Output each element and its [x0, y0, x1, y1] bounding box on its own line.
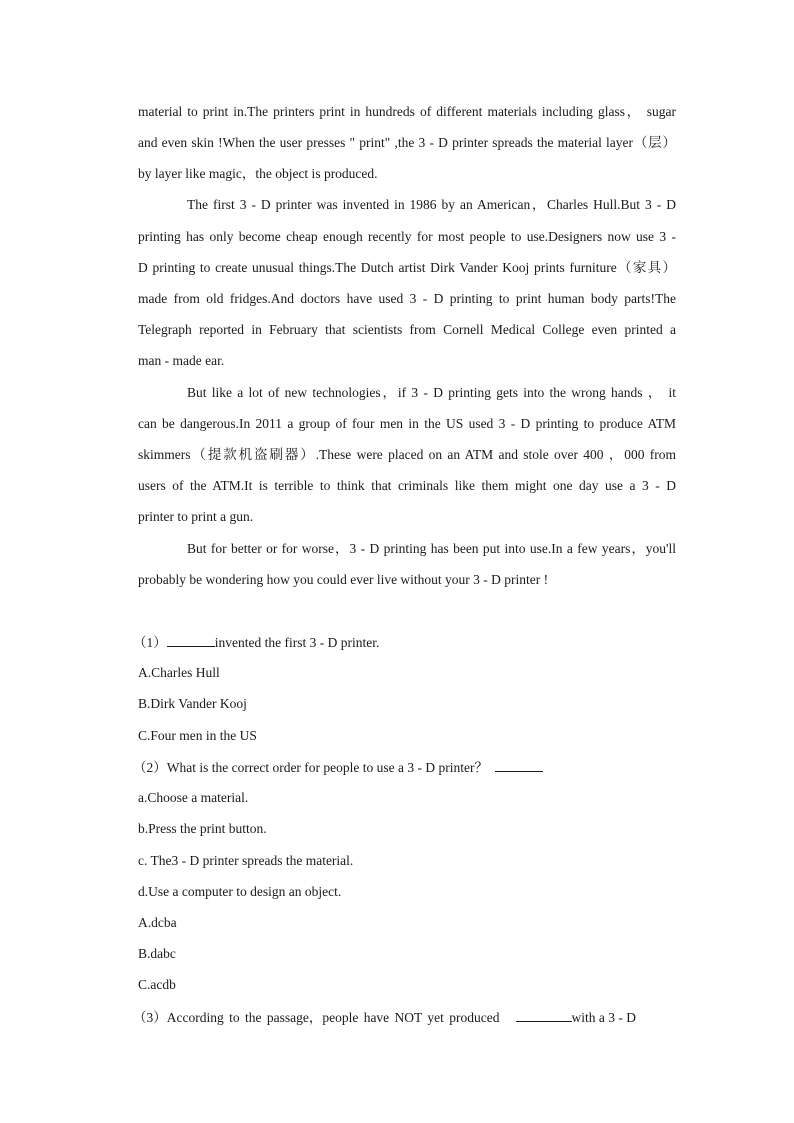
passage-line: The first 3 - D printer was invented in 1986 by an American，Charles Hull.But 3 - D [187, 197, 676, 212]
step-b: b.Press the print button. [138, 821, 267, 836]
option-a: A.Charles Hull [138, 665, 220, 680]
option-c: C.acdb [138, 977, 176, 992]
answer-blank[interactable] [516, 1008, 572, 1022]
passage-line: printer to print a gun. [138, 509, 254, 524]
passage-line: D printing to create unusual things.The Dutch artist Dirk Vander Kooj prints furniture（家具） [138, 260, 676, 275]
option-c: C.Four men in the US [138, 728, 257, 743]
passage-line: can be dangerous.In 2011 a group of four men in the US used 3 - D printing to produce ATM [138, 416, 676, 431]
question-1 [133, 633, 676, 651]
option-b: B.dabc [138, 946, 176, 961]
passage-line: skimmers（提款机盗刷器）.These were placed on an ATM and stole over 400 ，000 from [138, 447, 676, 462]
option-b: B.Dirk Vander Kooj [138, 696, 247, 711]
passage-line: printing has only become cheap enough recently for most people to use.Designers now use 3 - [138, 229, 676, 244]
answer-blank[interactable] [167, 633, 215, 647]
question-stem: According to the passage，people have NOT yet produced [166, 1010, 500, 1025]
step-c: c. The3 - D printer spreads the material. [138, 853, 354, 868]
passage-line: probably be wondering how you could ever live without your 3 - D printer ! [138, 572, 549, 587]
passage-line: made from old fridges.And doctors have used 3 - D printing to print human body parts!The [138, 291, 676, 306]
option-a: A.dcba [138, 915, 177, 930]
answer-blank[interactable] [495, 758, 543, 772]
passage-line: by layer like magic，the object is produced. [138, 166, 378, 181]
question-number: （3） [133, 1010, 167, 1025]
question-number: （2） [133, 760, 167, 775]
question-stem: invented the first 3 - D printer. [214, 635, 380, 650]
question-2 [133, 758, 676, 776]
passage-line: man - made ear. [138, 353, 225, 368]
passage-line: But for better or for worse，3 - D printing has been put into use.In a few years，you'll [187, 541, 676, 556]
question-tail: with a 3 - D [571, 1010, 637, 1025]
passage-line: material to print in.The printers print in hundreds of different materials including glass， sugar [138, 104, 676, 119]
passage-line: users of the ATM.It is terrible to think that criminals like them might one day use a 3 - D [138, 478, 676, 493]
question-3 [133, 1008, 676, 1026]
question-number: （1） [133, 635, 167, 650]
step-a: a.Choose a material. [138, 790, 249, 805]
passage-line: But like a lot of new technologies，if 3 - D printing gets into the wrong hands ， it [187, 385, 676, 400]
question-stem: What is the correct order for people to use a 3 - D printer？ [166, 760, 489, 775]
passage-line: and even skin !When the user presses " print" ,the 3 - D printer spreads the material layer（层） [138, 135, 676, 150]
passage-line: Telegraph reported in February that scientists from Cornell Medical College even printed a [138, 322, 676, 337]
step-d: d.Use a computer to design an object. [138, 884, 342, 899]
